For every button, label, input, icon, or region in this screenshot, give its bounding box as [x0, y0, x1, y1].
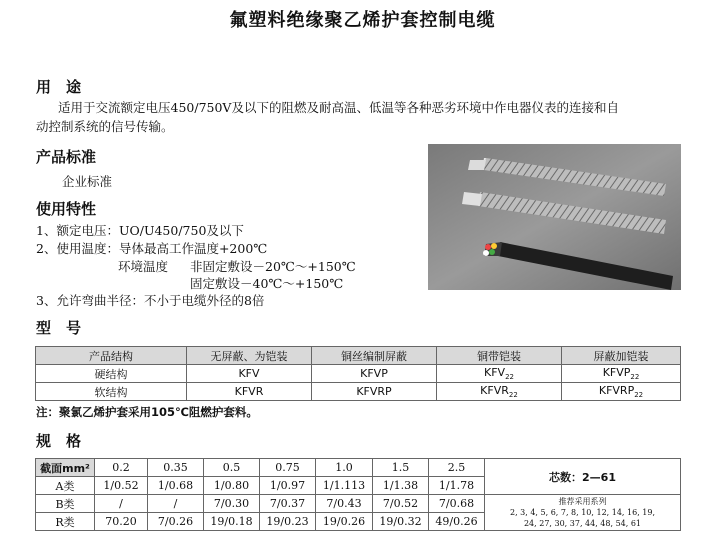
spec-cell: 19/0.26: [316, 513, 373, 531]
page-title: 氟塑料绝缘聚乙烯护套控制电缆: [229, 10, 496, 31]
spec-cell: /: [148, 495, 204, 513]
spec-cell: /: [95, 495, 148, 513]
usage-text-line2: 动控制系统的信号传输。: [36, 119, 174, 134]
spec-recommended: [485, 495, 681, 531]
model-cell: KFVR: [187, 383, 312, 401]
spec-cell: 1/0.97: [260, 477, 316, 495]
standard-heading: 产品标准: [36, 148, 97, 166]
properties-env-mobile: 非固定敷设－20℃～+150℃: [190, 259, 356, 274]
model-cell: KFVP: [312, 365, 437, 383]
spec-cell: 1/1.38: [373, 477, 429, 495]
spec-cell: 1/0.80: [204, 477, 260, 495]
model-cell: KFVRP: [312, 383, 437, 401]
model-cell: [437, 383, 562, 401]
spec-size: 0.75: [260, 459, 316, 477]
model-row-label: 硬结构: [36, 365, 187, 383]
spec-size: 0.2: [95, 459, 148, 477]
properties-heading: 使用特性: [36, 200, 97, 218]
spec-cell: 19/0.32: [373, 513, 429, 531]
spec-recommended-label: 推荐采用系列: [558, 497, 607, 506]
spec-cell: 7/0.52: [373, 495, 429, 513]
spec-cell: 19/0.18: [204, 513, 260, 531]
properties-voltage: 1、额定电压：UO/U450/750及以下: [36, 223, 244, 238]
model-code: KFVR: [480, 383, 509, 397]
model-cell: [562, 365, 681, 383]
spec-cell: 1/1.78: [429, 477, 485, 495]
spec-row-label: R类: [36, 513, 95, 531]
model-table: [35, 346, 681, 401]
table-row: [36, 365, 681, 383]
usage-text-line1: 适用于交流额定电压450/750V及以下的阻燃及耐高温、低温等各种恶劣环境中作电器仪表的连接和自: [58, 100, 619, 115]
model-heading: 型 号: [36, 319, 82, 337]
model-col-tape-armor: 铜带铠装: [437, 347, 562, 365]
spec-cell: 1/0.52: [95, 477, 148, 495]
table-row: [36, 383, 681, 401]
spec-cell: 19/0.23: [260, 513, 316, 531]
spec-cell: 7/0.37: [260, 495, 316, 513]
spec-cores: 芯数：2—61: [485, 459, 681, 495]
model-row-label: 软结构: [36, 383, 187, 401]
table-row: [36, 495, 681, 513]
spec-size: 1.0: [316, 459, 373, 477]
model-note: 注：聚氯乙烯护套采用105℃阻燃护套料。: [36, 405, 258, 419]
model-cell: [437, 365, 562, 383]
model-code-sub: 22: [634, 391, 644, 400]
model-code: KFVRP: [598, 383, 635, 397]
spec-size: 0.5: [204, 459, 260, 477]
spec-table-header: [36, 459, 681, 477]
usage-heading: 用 途: [36, 78, 82, 96]
properties-env-fixed: 固定敷设－40℃～+150℃: [190, 276, 344, 291]
spec-size: 0.35: [148, 459, 204, 477]
model-col-unshielded: 无屏蔽、为铠装: [187, 347, 312, 365]
properties-temperature: 2、使用温度：导体最高工作温度+200℃: [36, 241, 268, 256]
spec-cell: 1/1.113: [316, 477, 373, 495]
model-code: KFV: [484, 365, 506, 379]
spec-cell: 7/0.68: [429, 495, 485, 513]
cable-photo: [428, 144, 681, 290]
spec-cell: 7/0.30: [204, 495, 260, 513]
model-cell: KFV: [187, 365, 312, 383]
spec-recommended-line2: 24, 27, 30, 37, 44, 48, 54, 61: [523, 519, 642, 528]
spec-cell: 7/0.43: [316, 495, 373, 513]
model-table-header: [36, 347, 681, 365]
model-col-braid-shield: 铜丝编制屏蔽: [312, 347, 437, 365]
spec-recommended-line1: 2, 3, 4, 5, 6, 7, 8, 10, 12, 14, 16, 19,: [509, 508, 655, 517]
spec-row-label: B类: [36, 495, 95, 513]
spec-table: [35, 458, 681, 531]
model-code-sub: 22: [630, 373, 640, 382]
model-code-sub: 22: [508, 391, 518, 400]
spec-cell: 70.20: [95, 513, 148, 531]
standard-text: 企业标准: [62, 174, 113, 189]
model-col-structure: 产品结构: [36, 347, 187, 365]
model-code-sub: 22: [505, 373, 514, 382]
properties-bending-radius: 3、允许弯曲半径：不小于电缆外径的8倍: [36, 293, 265, 308]
spec-cell: 49/0.26: [429, 513, 485, 531]
spec-cell: 1/0.68: [148, 477, 204, 495]
spec-size: 2.5: [429, 459, 485, 477]
model-cell: [562, 383, 681, 401]
model-col-shield-armor: 屏蔽加铠装: [562, 347, 681, 365]
properties-env-label: 环境温度: [118, 259, 169, 274]
spec-cell: 7/0.26: [148, 513, 204, 531]
spec-row-label: A类: [36, 477, 95, 495]
model-code: KFVP: [602, 365, 631, 379]
spec-heading: 规 格: [36, 432, 82, 450]
spec-header-label: 截面mm²: [36, 459, 95, 477]
spec-size: 1.5: [373, 459, 429, 477]
